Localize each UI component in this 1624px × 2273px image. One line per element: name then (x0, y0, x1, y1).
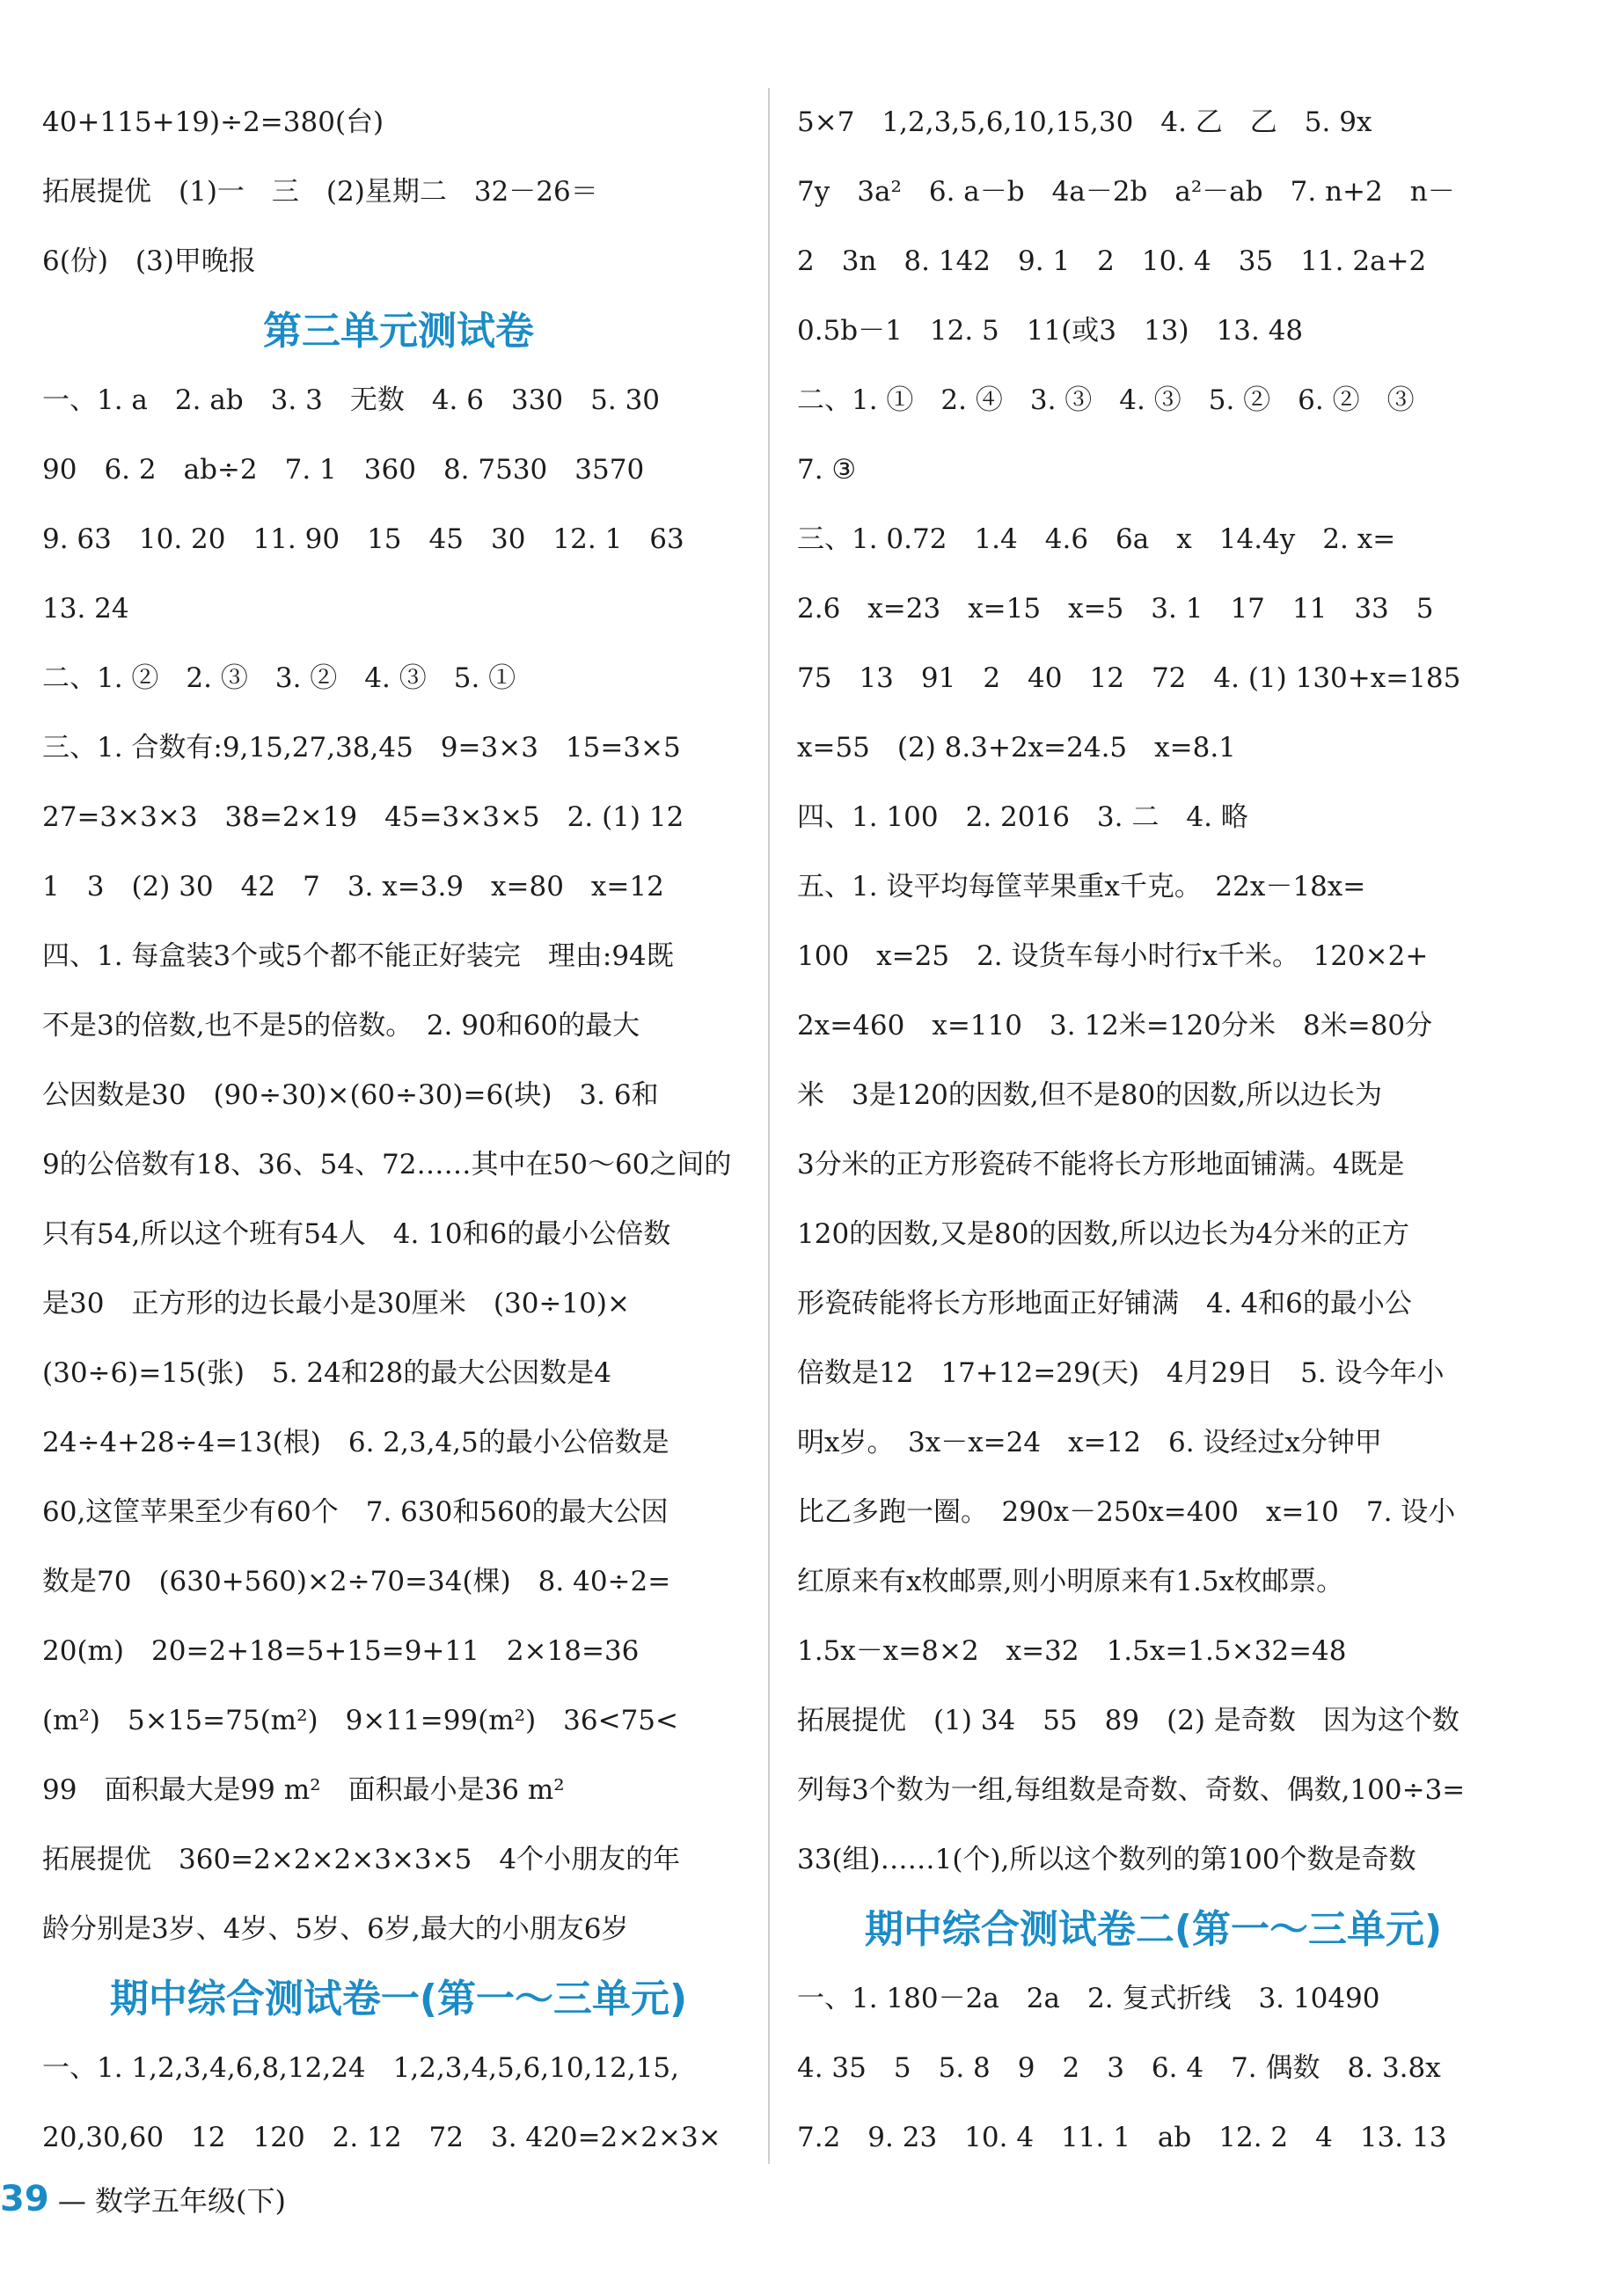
answer-line: 一、1. a 2. ab 3. 3 无数 4. 6 330 5. 30 (42, 384, 661, 416)
answer-line: 拓展提优 360=2×2×2×3×3×5 4个小朋友的年 (42, 1844, 681, 1875)
answer-line: 9的公倍数有18、36、54、72……其中在50～60之间的 (42, 1149, 732, 1180)
answer-line: 二、1. ① 2. ④ 3. ③ 4. ③ 5. ② 6. ② ③ (797, 384, 1415, 416)
answer-line: 60,这筐苹果至少有60个 7. 630和560的最大公因 (42, 1496, 669, 1528)
section-heading: 期中综合测试卷一(第一～三单元) (109, 1977, 688, 2021)
answer-line: 5×7 1,2,3,5,6,10,15,30 4. 乙 乙 5. 9x (797, 106, 1372, 138)
answer-line: 三、1. 合数有:9,15,27,38,45 9=3×3 15=3×5 (42, 732, 681, 764)
answer-line: (30÷6)=15(张) 5. 24和28的最大公因数是4 (42, 1357, 611, 1389)
answer-line: 40+115+19)÷2=380(台) (42, 106, 384, 138)
answer-line: 20,30,60 12 120 2. 12 72 3. 420=2×2×3× (42, 2122, 721, 2153)
answer-line: 三、1. 0.72 1.4 4.6 6a x 14.4y 2. x= (797, 523, 1396, 555)
answer-line: 公因数是30 (90÷30)×(60÷30)=6(块) 3. 6和 (42, 1079, 659, 1111)
answer-line: 90 6. 2 ab÷2 7. 1 360 8. 7530 3570 (42, 454, 645, 486)
answer-line: 形瓷砖能将长方形地面正好铺满 4. 4和6的最小公 (797, 1288, 1412, 1319)
answer-line: 7.2 9. 23 10. 4 11. 1 ab 12. 2 4 13. 13 (797, 2122, 1447, 2153)
answer-line: 7y 3a² 6. a－b 4a－2b a²－ab 7. n+2 n－ (797, 176, 1455, 208)
answer-line: 一、1. 1,2,3,4,6,8,12,24 1,2,3,4,5,6,10,12,15, (42, 2052, 680, 2084)
answer-line: 20(m) 20=2+18=5+15=9+11 2×18=36 (42, 1635, 640, 1667)
book-title: 数学五年级(下) (95, 2184, 286, 2218)
answer-line: 2x=460 x=110 3. 12米=120分米 8米=80分 (797, 1010, 1433, 1041)
page-number: 39 (0, 2179, 49, 2219)
answer-line: 1 3 (2) 30 42 7 3. x=3.9 x=80 x=12 (42, 871, 664, 903)
column-divider (768, 88, 770, 2164)
answer-line: 24÷4+28÷4=13(根) 6. 2,3,4,5的最小公倍数是 (42, 1427, 669, 1458)
answer-line: 9. 63 10. 20 11. 90 15 45 30 12. 1 63 (42, 523, 684, 555)
answer-line: 列每3个数为一组,每组数是奇数、奇数、偶数,100÷3= (797, 1774, 1466, 1806)
answer-line: 2.6 x=23 x=15 x=5 3. 1 17 11 33 5 (797, 593, 1434, 625)
answer-line: 13. 24 (42, 593, 129, 625)
answer-line: 四、1. 每盒装3个或5个都不能正好装完 理由:94既 (42, 940, 674, 972)
answer-line: 龄分别是3岁、4岁、5岁、6岁,最大的小朋友6岁 (42, 1913, 629, 1945)
answer-line: 不是3的倍数,也不是5的倍数。 2. 90和60的最大 (42, 1010, 640, 1041)
answer-line: 0.5b－1 12. 5 11(或3 13) 13. 48 (797, 315, 1304, 347)
answer-line: 75 13 91 2 40 12 72 4. (1) 130+x=185 (797, 662, 1461, 694)
answer-line: 拓展提优 (1)一 三 (2)星期二 32－26＝ (42, 176, 598, 208)
right-column (797, 88, 1510, 2173)
answer-line: 数是70 (630+560)×2÷70=34(棵) 8. 40÷2= (42, 1566, 671, 1597)
answer-line: 1.5x－x=8×2 x=32 1.5x=1.5×32=48 (797, 1635, 1347, 1667)
answer-line: 6(份) (3)甲晚报 (42, 245, 256, 277)
answer-line: 27=3×3×3 38=2×19 45=3×3×5 2. (1) 12 (42, 801, 684, 833)
answer-line: 倍数是12 17+12=29(天) 4月29日 5. 设今年小 (797, 1357, 1445, 1389)
answer-line: x=55 (2) 8.3+2x=24.5 x=8.1 (797, 732, 1236, 764)
answer-line: 一、1. 180－2a 2a 2. 复式折线 3. 10490 (797, 1983, 1380, 2014)
answer-line: 拓展提优 (1) 34 55 89 (2) 是奇数 因为这个数 (797, 1705, 1459, 1736)
section-heading: 第三单元测试卷 (263, 309, 534, 354)
answer-line: 五、1. 设平均每筐苹果重x千克。 22x－18x= (797, 871, 1366, 903)
answer-line: (m²) 5×15=75(m²) 9×11=99(m²) 36<75< (42, 1705, 679, 1736)
answer-line: 99 面积最大是99 m² 面积最小是36 m² (42, 1774, 565, 1806)
answer-line: 120的因数,又是80的因数,所以边长为4分米的正方 (797, 1218, 1410, 1250)
section-heading: 期中综合测试卷二(第一～三单元) (864, 1907, 1443, 1952)
answer-line: 二、1. ② 2. ③ 3. ② 4. ③ 5. ① (42, 662, 516, 694)
answer-line: 33(组)……1(个),所以这个数列的第100个数是奇数 (797, 1844, 1416, 1875)
answer-line: 只有54,所以这个班有54人 4. 10和6的最小公倍数 (42, 1218, 671, 1250)
answer-line: 3分米的正方形瓷砖不能将长方形地面铺满。4既是 (797, 1149, 1405, 1180)
answer-line: 2 3n 8. 142 9. 1 2 10. 4 35 11. 2a+2 (797, 245, 1427, 277)
answer-line: 7. ③ (797, 454, 857, 486)
left-column (42, 88, 755, 2173)
answer-line: 是30 正方形的边长最小是30厘米 (30÷10)× (42, 1288, 630, 1319)
page-footer (0, 2173, 286, 2225)
answer-line: 4. 35 5 5. 8 9 2 3 6. 4 7. 偶数 8. 3.8x (797, 2052, 1441, 2084)
answer-line: 比乙多跑一圈。 290x－250x=400 x=10 7. 设小 (797, 1496, 1456, 1528)
answer-line: 米 3是120的因数,但不是80的因数,所以边长为 (797, 1079, 1383, 1111)
answer-line: 红原来有x枚邮票,则小明原来有1.5x枚邮票。 (797, 1566, 1344, 1597)
answer-line: 100 x=25 2. 设货车每小时行x千米。 120×2+ (797, 940, 1429, 972)
footer-dash: — (57, 2184, 86, 2218)
answer-line: 明x岁。 3x－x=24 x=12 6. 设经过x分钟甲 (797, 1427, 1382, 1458)
answer-line: 四、1. 100 2. 2016 3. 二 4. 略 (797, 801, 1248, 833)
